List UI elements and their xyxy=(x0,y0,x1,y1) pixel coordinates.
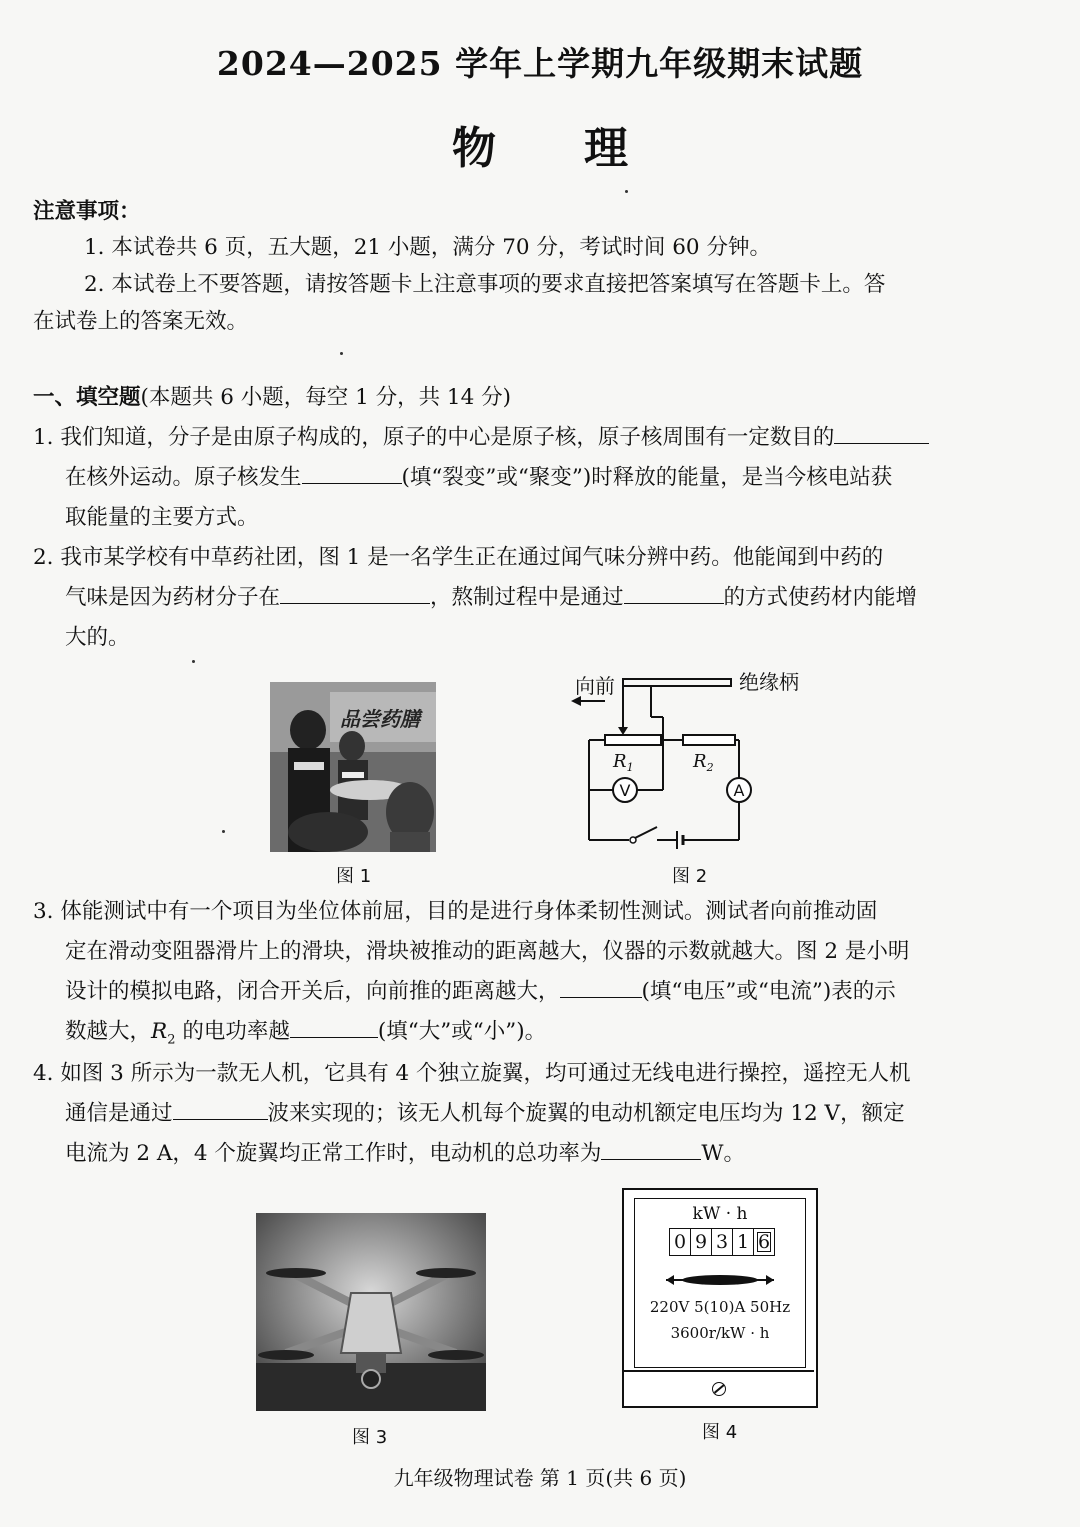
q3-text-4b: 的电功率越 xyxy=(175,1019,290,1044)
section1-title: 一、填空题 xyxy=(33,385,141,410)
q4-line1: 4. 如图 3 所示为一款无人机，它具有 4 个独立旋翼，均可通过无线电进行操控，遥控无人机 xyxy=(33,1061,911,1086)
q3-text-4a: 数越大， xyxy=(65,1019,152,1044)
q1-text-2a: 在核外运动。原子核发生 xyxy=(65,465,302,490)
q2-blank-1 xyxy=(280,581,430,604)
q3-line2: 定在滑动变阻器滑片上的滑块，滑块被推动的距离越大，仪器的示数就越大。图 2 是小明 xyxy=(65,939,910,964)
fig2-handle-label: 绝缘柄 xyxy=(739,670,799,694)
q2-line1: 2. 我市某学校有中草药社团，图 1 是一名学生正在通过闻气味分辨中药。他能闻到中药的 xyxy=(33,545,884,570)
fig4-terminal-screw-icon xyxy=(712,1382,726,1396)
q1-line1 xyxy=(33,418,1044,458)
fig3-camera xyxy=(362,1370,380,1388)
q1-blank-1 xyxy=(834,421,929,444)
fig3-rotor-4 xyxy=(428,1350,484,1360)
q3-blank-2 xyxy=(290,1015,378,1038)
fig4-spec-1: 220V 5(10)A 50Hz xyxy=(649,1298,791,1316)
q3-text-3b: (填“电压”或“电流”)表的示 xyxy=(641,979,896,1004)
q2-line3: 大的。 xyxy=(65,625,130,650)
q4-text-3a: 电流为 2 A，4 个旋翼均正常工作时，电动机的总功率为 xyxy=(65,1141,602,1166)
fig4-digit-3: 3 xyxy=(712,1229,733,1255)
q3-text-4c: (填“大”或“小”)。 xyxy=(377,1019,547,1044)
print-speck xyxy=(625,190,628,193)
q3-blank-1 xyxy=(560,975,642,998)
subject-char-2: 理 xyxy=(584,123,628,174)
fig1-photo xyxy=(270,682,436,852)
print-speck xyxy=(340,352,343,355)
fig1-caption: 图 1 xyxy=(336,866,372,887)
fig3-rotor-3 xyxy=(258,1350,314,1360)
fig4-rotating-disc xyxy=(664,1268,776,1292)
fig3-drone-body xyxy=(341,1293,401,1353)
fig2-resistor-r1 xyxy=(605,735,661,745)
q4-blank-2 xyxy=(601,1137,701,1160)
q4-line2 xyxy=(65,1094,1044,1134)
fig4-digit-1: 0 xyxy=(670,1229,691,1255)
fig4-unit: kW · h xyxy=(692,1204,748,1224)
fig4-spec-2: 3600r/kW · h xyxy=(670,1324,770,1342)
fig3-rotor-2 xyxy=(416,1268,476,1278)
q2-text-2a: 气味是因为药材分子在 xyxy=(65,585,281,610)
fig4-digit-5: 6 xyxy=(754,1229,774,1255)
fig2-ammeter-label: A xyxy=(733,781,745,800)
fig3-caption: 图 3 xyxy=(352,1427,388,1448)
print-speck xyxy=(222,830,225,833)
q3-line1: 3. 体能测试中有一个项目为坐位体前屈，目的是进行身体柔韧性测试。测试者向前推动固 xyxy=(33,899,878,924)
q1-line2 xyxy=(65,458,1044,498)
q1-text-1: 1. 我们知道，分子是由原子构成的，原子的中心是原子核，原子核周围有一定数目的 xyxy=(33,425,835,450)
q1-text-2b: (填“裂变”或“聚变”)时释放的能量，是当今核电站获 xyxy=(401,465,893,490)
q4-text-2a: 通信是通过 xyxy=(65,1101,173,1126)
fig2-slider-tip xyxy=(618,727,628,735)
fig2-caption: 图 2 xyxy=(672,866,708,887)
fig4-meter xyxy=(622,1188,818,1408)
q2-blank-2 xyxy=(624,581,724,604)
q2-text-2c: 的方式使药材内能增 xyxy=(723,585,918,610)
q2-text-2b: ，熬制过程中是通过 xyxy=(430,585,624,610)
fig2-voltmeter-label: V xyxy=(619,781,631,800)
q4-text-2b: 波来实现的；该无人机每个旋翼的电动机额定电压均为 12 V，额定 xyxy=(267,1101,905,1126)
q2-line2 xyxy=(65,578,1044,618)
fig2-forward-label: 向前 xyxy=(575,674,615,698)
notice-item-1: 1. 本试卷共 6 页，五大题，21 小题，满分 70 分，考试时间 60 分钟。 xyxy=(84,235,771,260)
q3-line3 xyxy=(65,972,1044,1012)
page-footer: 九年级物理试卷 第 1 页(共 6 页) xyxy=(393,1466,687,1490)
fig4-terminal-divider xyxy=(622,1370,814,1372)
subject-title xyxy=(0,112,1080,176)
q4-line3 xyxy=(65,1134,1044,1174)
notice-item-2-line1: 2. 本试卷上不要答题，请按答题卡上注意事项的要求直接把答案填写在答题卡上。答 xyxy=(84,272,886,297)
fig2-circuit xyxy=(565,665,825,850)
fig1-sign-text: 品尝药膳 xyxy=(340,707,420,731)
fig2-r2-label: $R_2$ xyxy=(693,751,714,774)
notice-heading: 注意事项： xyxy=(33,199,141,224)
fig2-switch xyxy=(635,827,657,838)
exam-title: 2024—2025 学年上学期九年级期末试题 xyxy=(216,44,864,83)
subject-char-1: 物 xyxy=(452,123,496,174)
fig4-caption: 图 4 xyxy=(702,1422,738,1443)
fig3-drone-art xyxy=(256,1213,486,1411)
q3-text-3a: 设计的模拟电路，闭合开关后，向前推的距离越大， xyxy=(65,979,560,1004)
q1-line3: 取能量的主要方式。 xyxy=(65,505,259,530)
q3-r2-sub: 2 xyxy=(167,1032,176,1048)
fig3-photo xyxy=(256,1213,486,1411)
q3-r2-symbol: R xyxy=(151,1019,168,1044)
fig2-insulating-handle xyxy=(623,679,731,686)
fig4-digit-counter xyxy=(669,1228,775,1256)
q4-blank-1 xyxy=(173,1097,268,1120)
q4-text-3b: W。 xyxy=(701,1141,745,1166)
notice-item-2-line2: 在试卷上的答案无效。 xyxy=(33,309,249,334)
fig2-resistor-r2 xyxy=(683,735,735,745)
fig4-digit-2: 9 xyxy=(691,1229,712,1255)
fig4-digit-4: 1 xyxy=(733,1229,754,1255)
fig3-rotor-1 xyxy=(266,1268,326,1278)
print-speck xyxy=(192,660,195,663)
fig2-r1-label: $R_1$ xyxy=(613,751,634,774)
section1-heading xyxy=(33,378,1044,418)
fig1-photo-art xyxy=(270,682,436,852)
q1-blank-2 xyxy=(302,461,402,484)
section1-note: (本题共 6 小题，每空 1 分，共 14 分) xyxy=(140,385,512,410)
